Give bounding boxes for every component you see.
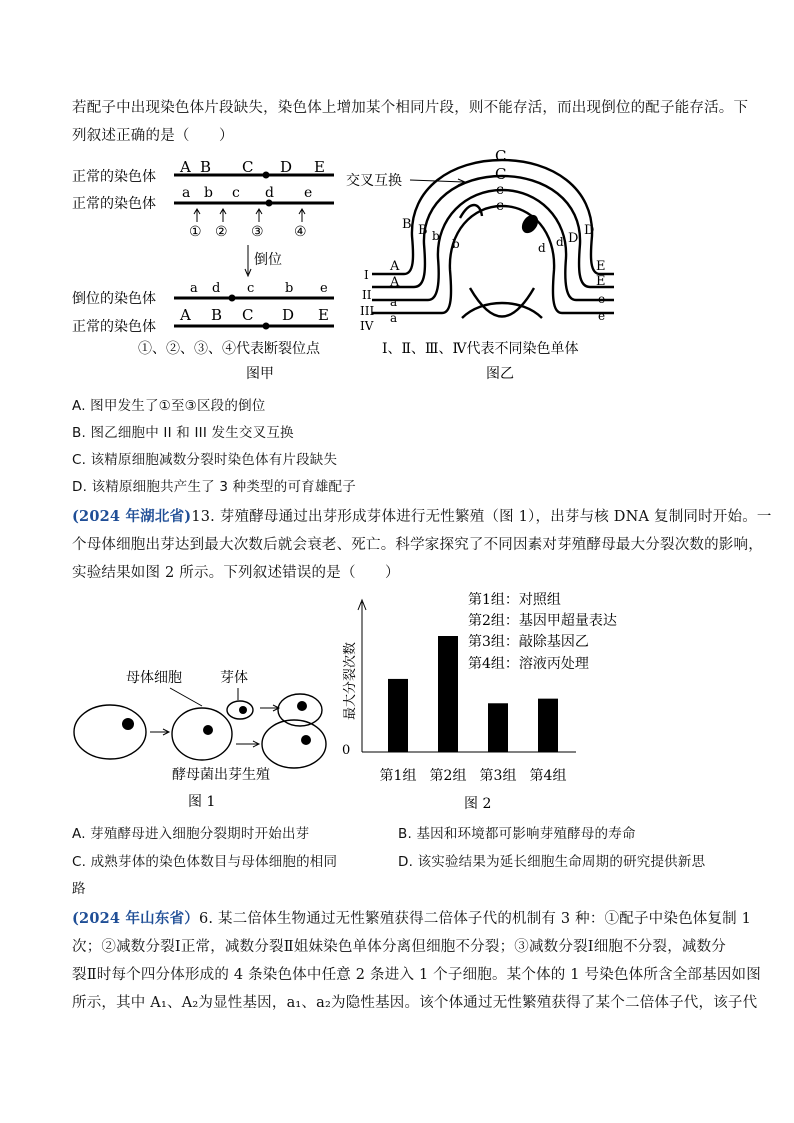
q13-stem-line1 xyxy=(72,505,772,526)
mother-cell-budding xyxy=(172,708,232,760)
row2-label: 正常的染色体 xyxy=(72,196,156,212)
fig-jia-note: ①、②、③、④代表断裂位点 xyxy=(138,341,320,357)
q13-stem-line2: 个母体细胞出芽达到最大次数后就会衰老、死亡。科学家探究了不同因素对芽殖酵母最大分裂次数的影响， xyxy=(72,537,763,553)
right-gene: E xyxy=(596,259,606,274)
q13-option-c-wrap: 路 xyxy=(72,881,86,897)
q12-stem-line2: 列叙述正确的是（ ） xyxy=(72,128,234,144)
loop-left-gene: b xyxy=(452,237,460,251)
q12-option-c: C. 该精原细胞减数分裂时染色体有片段缺失 xyxy=(72,452,338,468)
x-tick-label: 第2组 xyxy=(429,768,467,784)
top-gene: c xyxy=(496,198,504,214)
row1-gene: E xyxy=(314,158,325,176)
x-tick-label: 第1组 xyxy=(379,768,417,784)
right-gene: e xyxy=(598,309,606,323)
row2-gene: b xyxy=(204,185,213,201)
mother-cell-after xyxy=(262,720,326,768)
legend-item: 第1组：对照组 xyxy=(468,592,561,608)
bar-3 xyxy=(488,703,508,752)
row4-gene: C xyxy=(242,306,254,324)
row3-gene: d xyxy=(212,281,221,296)
x-tick-labels xyxy=(380,768,567,784)
q13-option-d: D. 该实验结果为延长细胞生命周期的研究提供新思 xyxy=(398,854,706,870)
row4-gene: A xyxy=(180,306,191,324)
row2-gene: a xyxy=(182,185,191,201)
row1-gene: A xyxy=(180,158,191,176)
y-tick-zero: 0 xyxy=(342,743,351,758)
fig-jia-caption: 图甲 xyxy=(246,366,274,382)
fig1-subcaption: 酵母菌出芽生殖 xyxy=(172,767,270,783)
row3-gene: b xyxy=(285,281,294,296)
figure-yi xyxy=(346,147,642,390)
x-tick-label: 第3组 xyxy=(479,768,517,784)
loop-right-gene: d xyxy=(538,241,546,255)
row2-gene: d xyxy=(265,185,274,201)
q13-stem-line3: 实验结果如图 2 所示。下列叙述错误的是（ ） xyxy=(72,565,400,581)
row4-gene: D xyxy=(282,306,295,324)
row2-gene: c xyxy=(232,185,240,201)
q6-stem-text: 某二倍体生物通过无性繁殖获得二倍体子代的机制有 3 种：①配子中染色体复制 1 xyxy=(213,911,752,927)
breakpoint-4: ④ xyxy=(294,224,307,240)
x-tick-label: 第4组 xyxy=(529,768,567,784)
q6-stem-line3: 裂Ⅱ时每个四分体形成的 4 条染色体中任意 2 条进入 1 个子细胞。某个体的 1 号染色体所含全部基因如图 xyxy=(72,967,761,983)
row1-centromere xyxy=(263,172,270,179)
q13-option-a: A. 芽殖酵母进入细胞分裂期时开始出芽 xyxy=(72,826,310,842)
q13-source: (2024 年湖北省) xyxy=(72,508,192,525)
row4-gene: E xyxy=(318,306,329,324)
fig1-caption: 图 1 xyxy=(188,794,216,810)
row2-gene: e xyxy=(304,185,313,201)
centromere xyxy=(519,212,542,236)
bar-2 xyxy=(438,636,458,752)
q12-option-d: D. 该精原细胞共产生了 3 种类型的可育雄配子 xyxy=(72,479,356,495)
crossover-label: 交叉互换 xyxy=(346,173,402,189)
label-mother-cell: 母体细胞 xyxy=(126,670,182,686)
row1-gene: B xyxy=(200,158,212,176)
q6-stem-line1 xyxy=(72,907,751,928)
q12-option-a: A. 图甲发生了①至③区段的倒位 xyxy=(72,398,266,414)
q13-option-c: C. 成熟芽体的染色体数目与母体细胞的相同 xyxy=(72,854,338,870)
bar-1 xyxy=(388,679,408,752)
bar-4 xyxy=(538,699,558,752)
breakpoint-2: ② xyxy=(215,224,228,240)
loop-right-gene: d xyxy=(556,235,564,249)
breakpoint-1: ① xyxy=(189,224,202,240)
row1-label: 正常的染色体 xyxy=(72,169,156,185)
bars xyxy=(388,636,558,752)
q6-source: (2024 年山东省） xyxy=(72,910,199,927)
row3-gene: e xyxy=(320,281,328,296)
roman-2: II xyxy=(362,288,372,302)
row1-gene: C xyxy=(242,158,254,176)
row3-gene: c xyxy=(247,281,255,296)
q6-number: 6. xyxy=(198,911,214,927)
y-axis-label: 最大分裂次数 xyxy=(343,641,358,720)
left-gene: A xyxy=(390,259,400,274)
chart-legend xyxy=(468,592,617,672)
row3-gene: a xyxy=(190,281,198,296)
loop-right-gene: D xyxy=(584,223,595,238)
row4-label: 正常的染色体 xyxy=(72,319,156,335)
q13-number: 13. xyxy=(191,509,215,525)
q13-stem-text: 芽殖酵母通过出芽形成芽体进行无性繁殖（图 1），出芽与核 DNA 复制同时开始。一 xyxy=(215,509,772,525)
figure-2-chart xyxy=(336,588,626,816)
left-gene: A xyxy=(390,275,400,290)
left-gene: a xyxy=(390,311,398,325)
fig2-caption: 图 2 xyxy=(464,796,492,812)
figure-1-budding xyxy=(70,660,340,815)
q12-option-b: B. 图乙细胞中 II 和 III 发生交叉互换 xyxy=(72,425,294,441)
left-gene: a xyxy=(390,295,398,309)
inversion-label: 倒位 xyxy=(254,252,282,268)
figure-jia xyxy=(68,150,348,390)
loop-left-gene: B xyxy=(418,223,428,238)
loop-right-gene: D xyxy=(568,231,579,246)
roman-1: I xyxy=(364,268,369,282)
legend-item: 第3组：敲除基因乙 xyxy=(468,634,589,650)
top-gene: C xyxy=(495,147,507,165)
q12-stem-line1: 若配子中出现染色体片段缺失，染色体上增加某个相同片段，则不能存活，而出现倒位的配子能存活。下 xyxy=(72,100,749,116)
row4-gene: B xyxy=(211,306,223,324)
loop-left-gene: b xyxy=(432,229,440,243)
breakpoint-arrows xyxy=(194,209,305,222)
mother-cell-initial xyxy=(74,705,146,759)
loop-left-gene: B xyxy=(402,217,412,232)
q6-stem-line2: 次；②减数分裂Ⅰ正常，减数分裂Ⅱ姐妹染色单体分离但细胞不分裂；③减数分裂Ⅰ细胞不分裂，减数分 xyxy=(72,939,727,955)
label-bud: 芽体 xyxy=(220,670,248,686)
q13-option-b: B. 基因和环境都可影响芽殖酵母的寿命 xyxy=(398,826,636,842)
row3-centromere xyxy=(229,295,236,302)
row3-label: 倒位的染色体 xyxy=(72,291,156,307)
fig-yi-caption: 图乙 xyxy=(486,366,514,382)
breakpoint-3: ③ xyxy=(251,224,264,240)
roman-3: III xyxy=(360,304,375,318)
right-gene: E xyxy=(596,274,606,289)
row1-gene: D xyxy=(280,158,293,176)
legend-item: 第2组：基因甲超量表达 xyxy=(468,613,617,629)
fig-yi-note: Ⅰ、Ⅱ、Ⅲ、Ⅳ代表不同染色单体 xyxy=(382,341,579,357)
row4-centromere xyxy=(263,323,270,330)
roman-4: IV xyxy=(360,319,374,333)
q6-stem-line4: 所示，其中 A₁、A₂为显性基因，a₁、a₂为隐性基因。该个体通过无性繁殖获得了某个二倍体子代，该子代 xyxy=(72,995,758,1011)
top-gene: c xyxy=(496,182,504,198)
right-gene: e xyxy=(598,292,606,306)
top-gene: C xyxy=(495,165,507,183)
legend-item: 第4组：溶液丙处理 xyxy=(468,656,589,672)
